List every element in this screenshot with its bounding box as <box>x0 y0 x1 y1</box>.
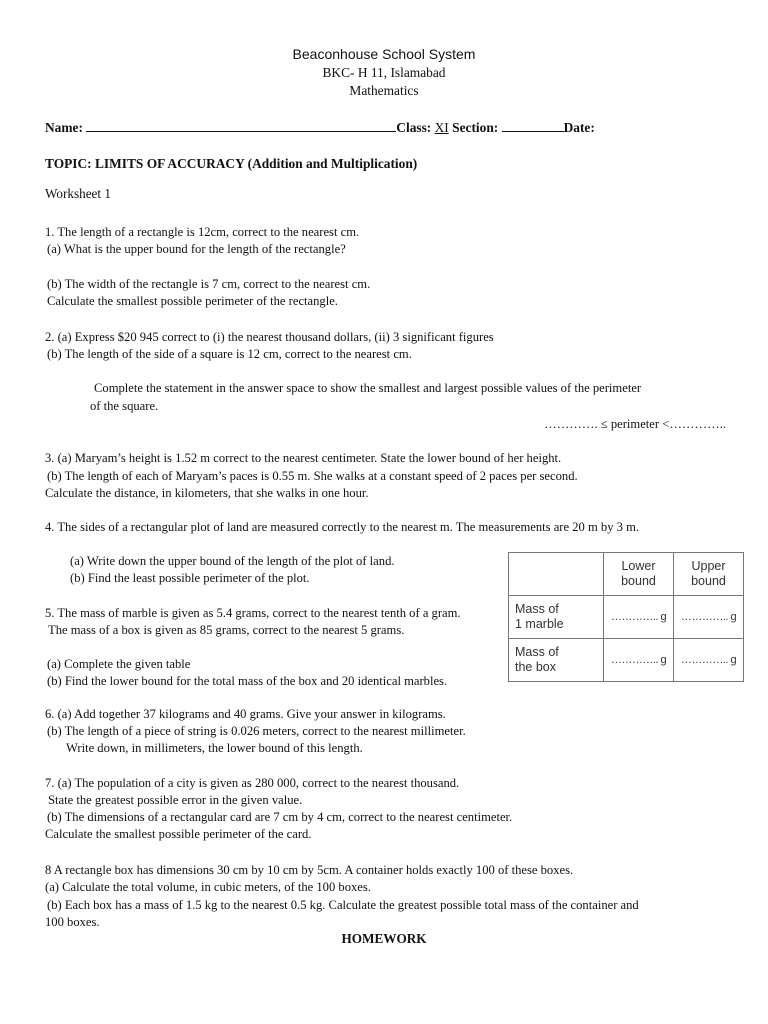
q3-line-2: (b) The length of each of Maryam’s paces is 0.55 m. She walks at a constant speed of 2 paces per second. <box>47 469 578 483</box>
upper-bound-header: Upper bound <box>674 553 744 596</box>
q2-line-4: of the square. <box>90 399 159 413</box>
q8-line-1: 8 A rectangle box has dimensions 30 cm by 10 cm by 5cm. A container holds exactly 100 of these boxes. <box>45 863 574 877</box>
date-label: Date: <box>563 120 595 135</box>
q4-line-1: 4. The sides of a rectangular plot of land are measured correctly to the nearest m. The measurements are 20 m by 3 m. <box>45 520 640 534</box>
q2-answer-space: …………. ≤ perimeter <………….. <box>544 417 726 431</box>
q3-line-1: 3. (a) Maryam’s height is 1.52 m correct to the nearest centimeter. State the lower bound of her height. <box>45 451 562 465</box>
box-lower-answer[interactable]: ………….. g <box>604 639 674 682</box>
marble-lower-answer[interactable]: ………….. g <box>604 596 674 639</box>
q6-line-1: 6. (a) Add together 37 kilograms and 40 grams. Give your answer in kilograms. <box>45 707 446 721</box>
lower-bound-header: Lower bound <box>604 553 674 596</box>
school-name: Beaconhouse School System <box>292 46 476 62</box>
q7-line-3: (b) The dimensions of a rectangular card are 7 cm by 4 cm, correct to the nearest centimeter. <box>47 810 513 824</box>
q2-line-2: (b) The length of the side of a square is 12 cm, correct to the nearest cm. <box>47 347 412 361</box>
marble-row-label: Mass of 1 marble <box>509 596 604 639</box>
q2-line-3: Complete the statement in the answer space to show the smallest and largest possible values of the perimeter <box>94 381 642 395</box>
table-row <box>509 596 744 639</box>
name-blank[interactable] <box>86 119 396 132</box>
info-row <box>45 119 595 136</box>
box-upper-answer[interactable]: ………….. g <box>674 639 744 682</box>
q5-line-2: The mass of a box is given as 85 grams, correct to the nearest 5 grams. <box>48 623 405 637</box>
mass-bounds-table <box>508 552 744 682</box>
class-value: XI <box>434 120 449 135</box>
q8-line-3: (b) Each box has a mass of 1.5 kg to the nearest 0.5 kg. Calculate the greatest possible total mass of the container and <box>47 898 639 912</box>
q6-line-2: (b) The length of a piece of string is 0.026 meters, correct to the nearest millimeter. <box>47 724 466 738</box>
subject-name: Mathematics <box>349 83 419 98</box>
q5-line-1: 5. The mass of marble is given as 5.4 grams, correct to the nearest tenth of a gram. <box>45 606 461 620</box>
q1-line-1: 1. The length of a rectangle is 12cm, correct to the nearest cm. <box>45 225 360 239</box>
homework-heading: HOMEWORK <box>341 931 427 946</box>
q8-line-2: (a) Calculate the total volume, in cubic meters, of the 100 boxes. <box>45 880 371 894</box>
q7-line-4: Calculate the smallest possible perimeter of the card. <box>45 827 312 841</box>
box-row-label: Mass of the box <box>509 639 604 682</box>
q7-line-2: State the greatest possible error in the given value. <box>48 793 303 807</box>
q4-line-2: (a) Write down the upper bound of the length of the plot of land. <box>70 554 395 568</box>
q3-line-3: Calculate the distance, in kilometers, that she walks in one hour. <box>45 486 369 500</box>
q6-line-3: Write down, in millimeters, the lower bound of this length. <box>66 741 363 755</box>
name-label: Name: <box>45 120 83 135</box>
q8-line-4: 100 boxes. <box>45 915 100 929</box>
table-row <box>509 639 744 682</box>
worksheet-label: Worksheet 1 <box>45 186 111 201</box>
class-label: Class: <box>396 120 432 135</box>
q5-line-4: (b) Find the lower bound for the total mass of the box and 20 identical marbles. <box>47 674 448 688</box>
topic-title: TOPIC: LIMITS OF ACCURACY (Addition and Multiplication) <box>45 156 418 171</box>
q7-line-1: 7. (a) The population of a city is given as 280 000, correct to the nearest thousand. <box>45 776 460 790</box>
table-header-row <box>509 553 744 596</box>
campus-name: BKC- H 11, Islamabad <box>322 65 446 80</box>
section-blank[interactable] <box>502 119 564 132</box>
marble-upper-answer[interactable]: ………….. g <box>674 596 744 639</box>
q1-line-2: (a) What is the upper bound for the length of the rectangle? <box>47 242 346 256</box>
table-corner-cell <box>509 553 604 596</box>
q1-line-4: Calculate the smallest possible perimeter of the rectangle. <box>47 294 338 308</box>
q5-line-3: (a) Complete the given table <box>47 657 191 671</box>
q4-line-3: (b) Find the least possible perimeter of the plot. <box>70 571 310 585</box>
q1-line-3: (b) The width of the rectangle is 7 cm, correct to the nearest cm. <box>47 277 371 291</box>
section-label: Section: <box>452 120 499 135</box>
q2-line-1: 2. (a) Express $20 945 correct to (i) the nearest thousand dollars, (ii) 3 significant figures <box>45 330 494 344</box>
